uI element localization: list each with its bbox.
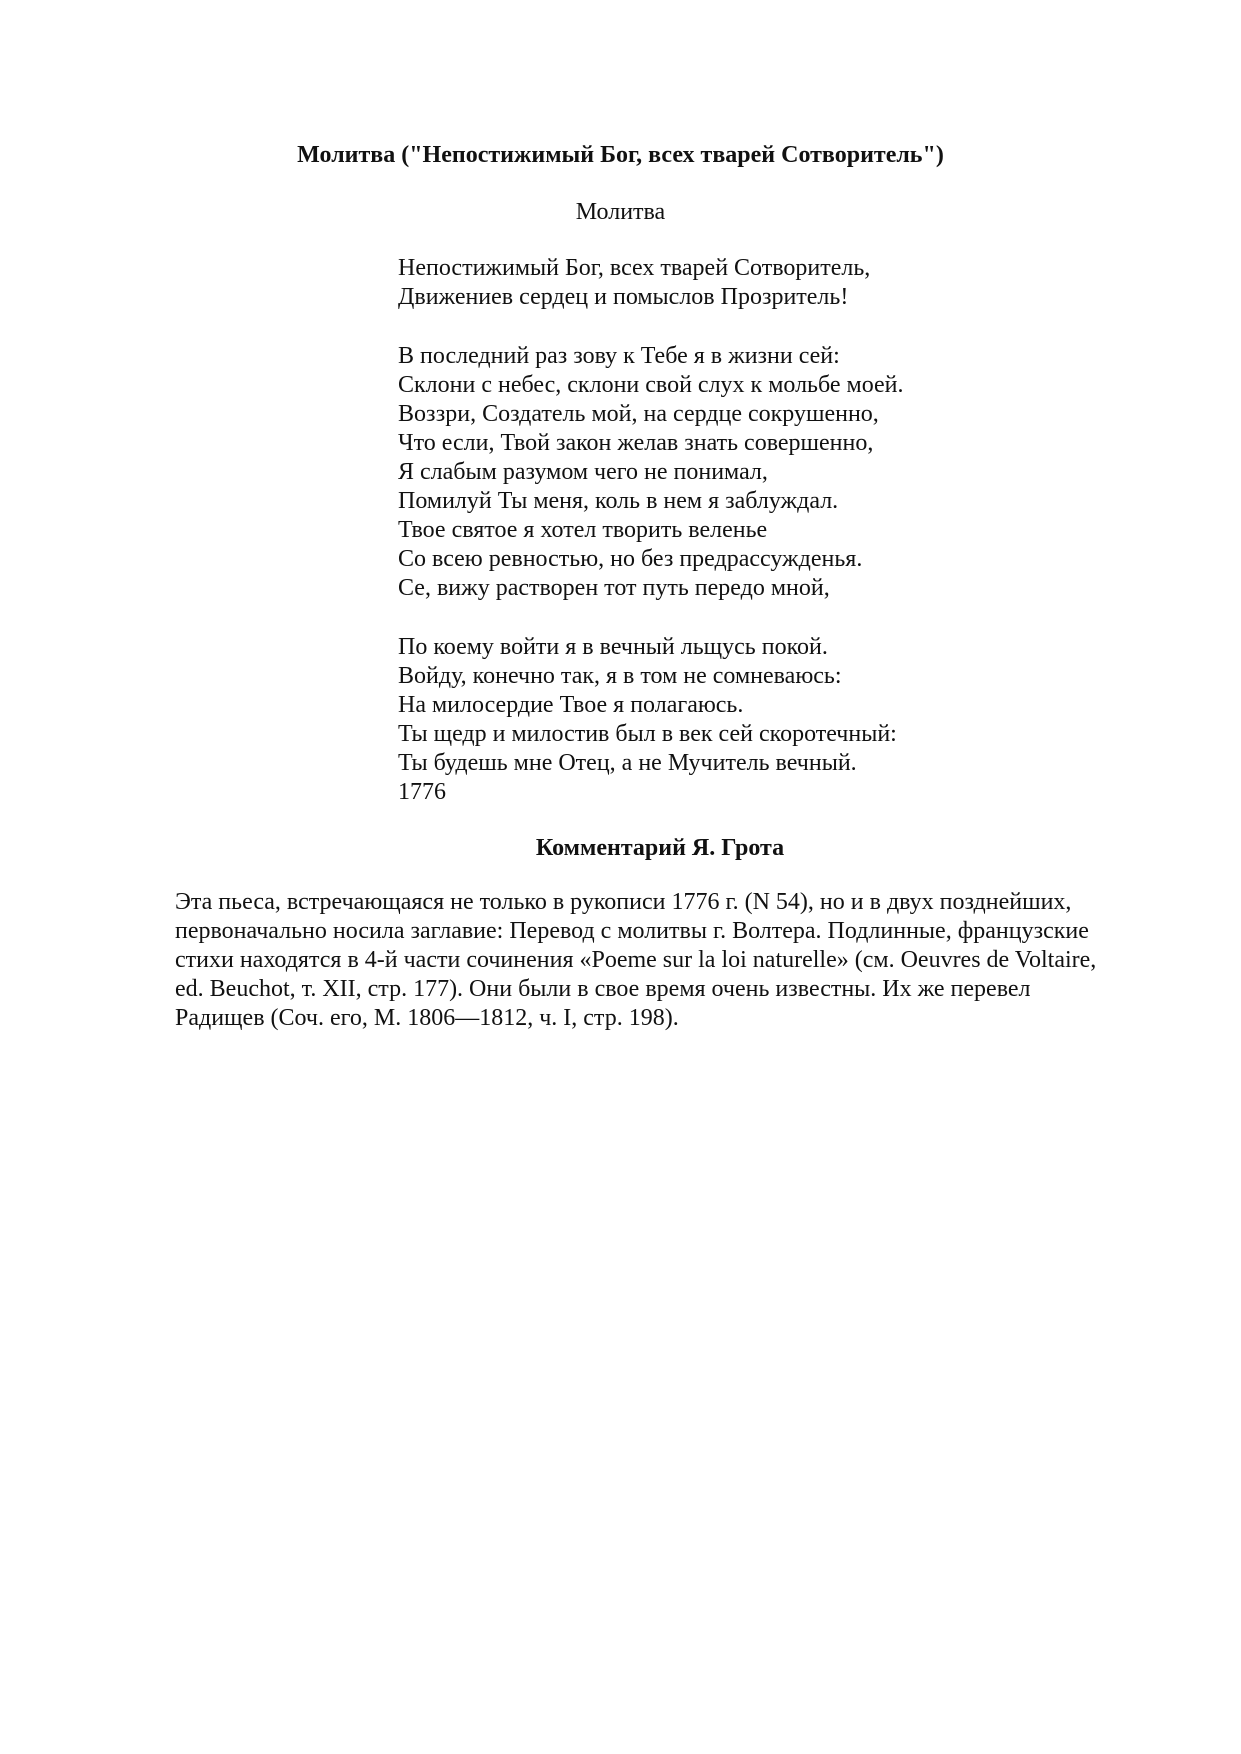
poem-line: Войду, конечно так, я в том не сомневаюсь: <box>398 663 842 689</box>
poem <box>398 254 1158 807</box>
commentary-line: Эта пьеса, встречающаяся не только в рукописи 1776 г. (N 54), но и в двух позднейших, <box>175 889 1072 915</box>
commentary-body <box>175 888 1145 1033</box>
poem-line: Ты щедр и милостив был в век сей скоротечный: <box>398 721 897 747</box>
poem-line: Движениев сердец и помыслов Прозритель! <box>398 284 849 310</box>
commentary-line: первоначально носила заглавие: Перевод с молитвы г. Волтера. Подлинные, французские <box>175 918 1089 944</box>
poem-stanza <box>398 342 1158 603</box>
poem-subtitle: Молитва <box>575 199 666 225</box>
poem-stanza <box>398 254 1158 312</box>
poem-line: Я слабым разумом чего не понимал, <box>398 459 768 485</box>
poem-stanza <box>398 633 1158 807</box>
poem-line: Склони с небес, склони свой слух к мольбе моей. <box>398 372 904 398</box>
page-title: Молитва ("Непостижимый Бог, всех тварей Сотворитель") <box>297 142 944 168</box>
poem-line: Помилуй Ты меня, коль в нем я заблуждал. <box>398 488 839 514</box>
commentary-line: ed. Beuchot, т. XII, стр. 177). Они были в свое время очень известны. Их же перевел <box>175 976 1031 1002</box>
poem-year: 1776 <box>398 779 446 805</box>
commentary-line: стихи находятся в 4-й части сочинения «Poeme sur la loi naturelle» (см. Oeuvres de Voltaire, <box>175 947 1097 973</box>
commentary-heading: Комментарий Я. Грота <box>535 835 785 861</box>
poem-line: Се, вижу растворен тот путь передо мной, <box>398 575 830 601</box>
poem-line: Воззри, Создатель мой, на сердце сокрушенно, <box>398 401 879 427</box>
poem-line: В последний раз зову к Тебе я в жизни сей: <box>398 343 840 369</box>
poem-line: Непостижимый Бог, всех тварей Сотворитель, <box>398 255 871 281</box>
poem-line: Со всею ревностью, но без предрассужденья. <box>398 546 863 572</box>
poem-line: На милосердие Твое я полагаюсь. <box>398 692 744 718</box>
poem-line: Твое святое я хотел творить веленье <box>398 517 768 543</box>
poem-line: Ты будешь мне Отец, а не Мучитель вечный. <box>398 750 857 776</box>
commentary-line: Радищев (Соч. его, М. 1806—1812, ч. I, стр. 198). <box>175 1005 679 1031</box>
poem-line: По коему войти я в вечный льщусь покой. <box>398 634 828 660</box>
poem-line: Что если, Твой закон желав знать совершенно, <box>398 430 874 456</box>
